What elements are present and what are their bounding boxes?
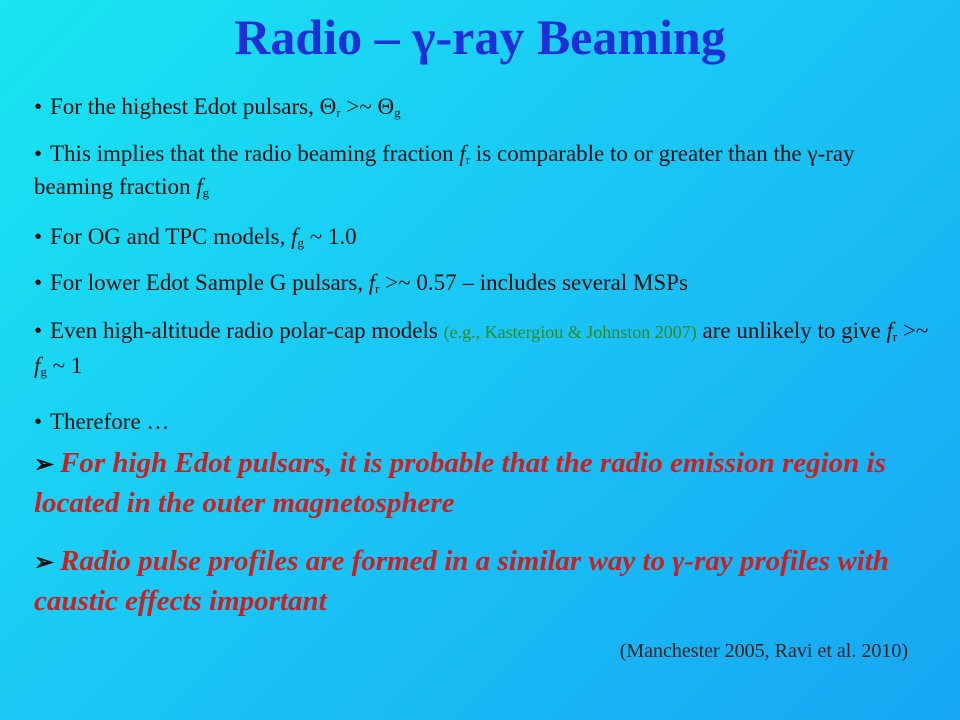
bullet-1-text: For the highest Edot pulsars, Θ — [50, 94, 337, 119]
bullet-dot-icon: • — [34, 94, 43, 119]
subscript: g — [297, 235, 304, 250]
bullet-dot-icon: • — [34, 409, 43, 434]
bullet-3-text-cont: ~ 1.0 — [303, 224, 357, 249]
bullet-2-text-cont: is comparable to or greater than the γ-ray beaming fraction — [34, 141, 855, 199]
bullet-1-mid: >~ Θ — [340, 94, 395, 119]
subscript: r — [336, 105, 341, 120]
subscript: r — [892, 329, 898, 344]
bullet-dot-icon: • — [34, 318, 43, 343]
bullet-5-text-end: ~ 1 — [46, 353, 83, 378]
slide-title: Radio – γ-ray Beaming — [234, 9, 726, 65]
symbol-f: f — [196, 174, 203, 199]
bullet-3 — [34, 220, 934, 253]
bullet-2 — [34, 137, 934, 203]
bullet-5 — [34, 314, 934, 382]
symbol-f: f — [368, 270, 376, 295]
subscript: r — [465, 152, 471, 167]
bullet-dot-icon: • — [34, 270, 43, 295]
bullet-3-text: For OG and TPC models, — [50, 224, 292, 249]
citation: (e.g., Kastergiou & Johnston 2007) — [443, 322, 697, 342]
conclusion-1-text: For high Edot pulsars, it is probable that the radio emission region is located in the outer magnetosphere — [34, 447, 886, 519]
conclusion-1 — [34, 444, 934, 522]
symbol-f: f — [886, 318, 893, 343]
conclusion-2 — [34, 542, 934, 620]
subscript: g — [394, 105, 401, 120]
bullet-5-text-cont2: >~ — [897, 318, 929, 343]
bullet-6-text: Therefore … — [50, 409, 170, 434]
bullet-5-text-cont: are unlikely to give — [696, 318, 887, 343]
bullet-5-text: Even high-altitude radio polar-cap models — [50, 318, 444, 343]
bullet-1 — [34, 90, 934, 123]
arrow-bullet-icon: ➢ — [34, 452, 55, 478]
subscript: g — [202, 185, 210, 200]
bullet-4 — [34, 266, 934, 299]
bullet-dot-icon: • — [34, 224, 43, 249]
arrow-bullet-icon: ➢ — [34, 550, 55, 576]
bullet-6 — [34, 405, 934, 438]
symbol-f: f — [34, 353, 41, 378]
symbol-f: f — [459, 141, 466, 166]
bullet-dot-icon: • — [34, 141, 43, 166]
bullet-2-text: This implies that the radio beaming fraction — [50, 141, 460, 166]
subscript: r — [375, 281, 380, 296]
conclusion-2-text: Radio pulse profiles are formed in a similar way to γ-ray profiles with caustic effects important — [34, 545, 889, 617]
bullet-4-text-cont: >~ 0.57 – includes several MSPs — [379, 270, 688, 295]
reference: (Manchester 2005, Ravi et al. 2010) — [619, 640, 908, 662]
bullet-4-text: For lower Edot Sample G pulsars, — [50, 270, 369, 295]
subscript: g — [40, 364, 47, 379]
symbol-f: f — [291, 224, 298, 249]
